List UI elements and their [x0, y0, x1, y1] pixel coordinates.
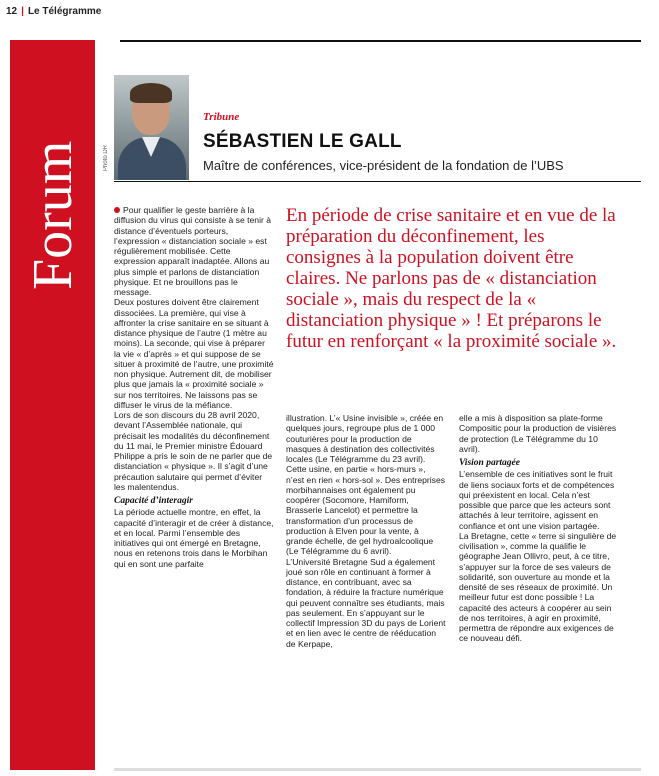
paragraph: Pour qualifier le geste barrière à la diffusion du virus qui consiste à se tenir à distance d’éventuels porteurs, l’expression « distanciation sociale » est régulièrement mobilisée. Cette expression apparaît inadaptée. Allons au plus simple et parlons de distanciation physique. Et ne brouillons pas le message. [114, 205, 272, 297]
article-chapeau: En période de crise sanitaire et en vue de la préparation du déconfinement, les consignes à la population doivent être claires. Ne parlons pas de « distanciation sociale », mais du respect de la « distanciation physique » ! Et préparons le futur en renforçant « la proximité sociale ». [286, 205, 617, 352]
paragraph: elle a mis à disposition sa plate-forme Compositic pour la production de visières de protection (Le Télégramme du 10 avril). [459, 413, 617, 454]
paragraph: La période actuelle montre, en effet, la capacité d’interagir et de créer à distance, et en local. Parmi l’ensemble des initiatives qui ont émergé en Bretagne, nous en retenons trois dans le Morbihan qui en sont une parfaite [114, 507, 274, 569]
section-title: Forum [22, 140, 84, 290]
paragraph: L’ensemble de ces initiatives sont le fruit de liens sociaux forts et de compétences qui préexistent en local. Cela n’est possible que parce que les acteurs sont attachés à leur territoire, agissent en confiance et ont une vision partagée. [459, 469, 615, 531]
page-number: 12 [6, 6, 18, 17]
subheading: Vision partagée [459, 458, 520, 468]
author-photo [114, 75, 189, 180]
article-column-1 [114, 205, 274, 569]
paragraph: Lors de son discours du 28 avril 2020, devant l’Assemblée nationale, qui précisait les modalités du déconfinement du 11 mai, le Premier ministre Édouard Philippe a pris le soin de ne parler que de distanciation « physique ». Il s’agit d’une précaution salutaire qui permet d’éviter les malentendus. [114, 410, 273, 492]
bottom-rule [114, 768, 641, 771]
header-separator: | [21, 6, 24, 17]
article-kicker: Tribune [203, 111, 240, 123]
newspaper-name: Le Télégramme [27, 6, 102, 17]
paragraph: La Bretagne, cette « terre si singulière de civilisation », comme la qualifie le géographe Jean Ollivro, peut, à ce titre, s’appuyer sur la force de ses valeurs de solidarité, son ouverture au monde et la densité de ses réseaux de proximité. Un meilleur futur est donc possible ! La capacité des acteurs à coopérer au sein de nos territoires, à agir en proximité, permettra de répondre aux exigences de ce nouveau défi. [459, 530, 617, 644]
top-rule [120, 40, 641, 42]
bullet-icon [114, 207, 120, 213]
paragraph: L’Université Bretagne Sud a également joué son rôle en continuant à former à distance, en contribuant, avec sa fondation, à réduire la fracture numérique qui peuvent connaître ses étudiants, mais pas seulement. En s’appuyant sur le collectif Impression 3D du pays de Lorient et en lien avec le centre de rééducation de Kerpape, [286, 556, 446, 649]
author-role: Maître de conférences, vice-président de la fondation de l’UBS [203, 158, 564, 173]
subheading: Capacité d’interagir [114, 496, 193, 506]
photo-credit: Photo DR [103, 145, 109, 172]
section-band [10, 40, 95, 770]
article-column-2 [286, 413, 446, 649]
paragraph: illustration. L’« Usine invisible », créée en quelques jours, regroupe plus de 1 000 couturières pour la production de masques à destination des collectivités locales (Le Télégramme du 23 avril). Cette usine, en partie « hors-murs », n’est en rien « hors-sol ». Des entreprises morbihannaises ont également pu coopérer (Socomore, Hamiform, Brasserie Lancelot) et permettre la transformation d’un processus de production à Elven pour la vente, à grande échelle, de gel hydroalcoolique (Le Télégramme du 6 avril). [286, 413, 446, 557]
author-name: SÉBASTIEN LE GALL [203, 131, 402, 152]
page-header [6, 6, 101, 17]
byline-rule [114, 181, 641, 182]
paragraph: Deux postures doivent être clairement dissociées. La première, qui vise à affronter la crise sanitaire en se situant à distance physique de l’autre (1 mètre au moins). La seconde, qui vise à préparer la vie « d’après » et qui suppose de se situer à proximité de l’autre, une proximité non physique. Autrement dit, de mobiliser plus que jamais la « proximité sociale » sur nos territoires. Ne laissons pas se diffuser le virus de la méfiance. [114, 297, 274, 410]
article-column-3 [459, 413, 621, 644]
